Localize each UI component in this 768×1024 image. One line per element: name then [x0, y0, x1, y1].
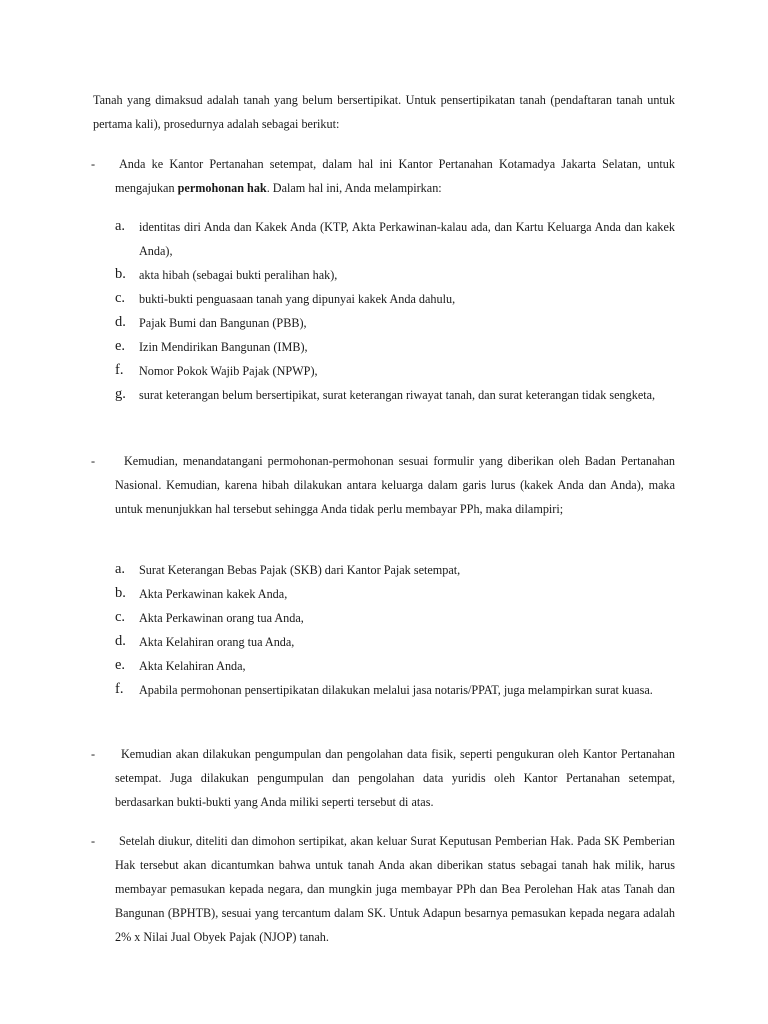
list-item: [115, 678, 675, 702]
list-item: [115, 383, 675, 407]
section-1-text-before: Anda ke Kantor Pertanahan setempat, dalam hal ini Kantor Pertanahan Kotamadya Jakarta Selatan, untuk mengajukan: [115, 157, 675, 195]
list-marker: b.: [115, 266, 126, 282]
section-1-dash: -: [91, 157, 96, 171]
list-marker: c.: [115, 609, 126, 625]
list-item: [115, 582, 675, 606]
section-4-dash: -: [91, 834, 96, 848]
list-marker: f.: [115, 362, 124, 378]
list-marker: b.: [115, 585, 126, 601]
list-item: [115, 359, 675, 383]
list-marker: g.: [115, 386, 126, 402]
list-item: [115, 654, 675, 678]
list-item: [115, 287, 675, 311]
section-4-paragraph: Setelah diukur, diteliti dan dimohon sertipikat, akan keluar Surat Keputusan Pemberian Hak. Pada SK Pemberian Hak tersebut akan dicantumkan bahwa untuk tanah Anda akan diberikan status sebagai tanah hak milik, harus membayar pemasukan kepada negara, dan mungkin juga membayar PPh dan Bea Perolehan Hak atas Tanah dan Bangunan (BPHTB), sesuai yang tercantum dalam SK. Untuk Adapun besarnya pemasukan kepada negara adalah 2% x Nilai Jual Obyek Pajak (NJOP) tanah.: [115, 834, 675, 944]
list-item-text: Akta Perkawinan orang tua Anda,: [139, 611, 304, 625]
section-3-paragraph: Kemudian akan dilakukan pengumpulan dan pengolahan data fisik, seperti pengukuran oleh Kantor Pertanahan setempat. Juga dilakukan pengumpulan dan pengolahan data yuridis oleh Kantor Pertanahan setempat, berdasarkan bukti-bukti yang Anda miliki seperti tersebut di atas.: [115, 747, 675, 809]
list-item: [115, 311, 675, 335]
intro-paragraph: Tanah yang dimaksud adalah tanah yang belum bersertipikat. Untuk pensertipikatan tanah (pendaftaran tanah untuk pertama kali), prosedurnya adalah sebagai berikut:: [93, 93, 675, 131]
list-item-text: Surat Keterangan Bebas Pajak (SKB) dari Kantor Pajak setempat,: [139, 563, 461, 577]
list-item-text: akta hibah (sebagai bukti peralihan hak),: [139, 268, 338, 282]
list-item-text: Apabila permohonan pensertipikatan dilakukan melalui jasa notaris/PPAT, juga melampirkan surat kuasa.: [139, 683, 653, 697]
list-marker: a.: [115, 218, 126, 234]
list-item: [115, 263, 675, 287]
list-item-text: Izin Mendirikan Bangunan (IMB),: [139, 340, 308, 354]
section-3-dash: -: [91, 747, 96, 761]
list-item: [115, 215, 675, 263]
section-1-attachment-list: [115, 215, 675, 407]
list-item-text: Nomor Pokok Wajib Pajak (NPWP),: [139, 364, 318, 378]
list-marker: a.: [115, 561, 126, 577]
section-2-dash: -: [91, 454, 96, 468]
list-item: [115, 558, 675, 582]
list-item-text: identitas diri Anda dan Kakek Anda (KTP, Akta Perkawinan-kalau ada, dan Kartu Keluarga Anda dan kakek Anda),: [139, 220, 675, 258]
list-item-text: Pajak Bumi dan Bangunan (PBB),: [139, 316, 307, 330]
section-1-bold-term: permohonan hak: [177, 181, 267, 195]
list-marker: d.: [115, 633, 126, 649]
list-marker: d.: [115, 314, 126, 330]
section-2-paragraph: Kemudian, menandatangani permohonan-permohonan sesuai formulir yang diberikan oleh Badan Pertanahan Nasional. Kemudian, karena hibah dilakukan antara keluarga dalam garis lurus (kakek Anda dan Anda), maka untuk menunjukkan hal tersebut sehingga Anda tidak perlu membayar PPh, maka dilampiri;: [115, 454, 675, 516]
list-marker: f.: [115, 681, 124, 697]
list-item-text: bukti-bukti penguasaan tanah yang dipunyai kakek Anda dahulu,: [139, 292, 456, 306]
section-1-paragraph: [115, 152, 675, 200]
list-marker: c.: [115, 290, 126, 306]
list-marker: e.: [115, 338, 126, 354]
list-item: [115, 335, 675, 359]
list-item-text: surat keterangan belum bersertipikat, surat keterangan riwayat tanah, dan surat keterangan tidak sengketa,: [139, 388, 656, 402]
list-item: [115, 606, 675, 630]
section-1-text-after: . Dalam hal ini, Anda melampirkan:: [266, 181, 442, 195]
section-2-attachment-list: [115, 558, 675, 702]
list-item-text: Akta Kelahiran Anda,: [139, 659, 246, 673]
list-item-text: Akta Perkawinan kakek Anda,: [139, 587, 288, 601]
list-item: [115, 630, 675, 654]
list-marker: e.: [115, 657, 126, 673]
list-item-text: Akta Kelahiran orang tua Anda,: [139, 635, 295, 649]
